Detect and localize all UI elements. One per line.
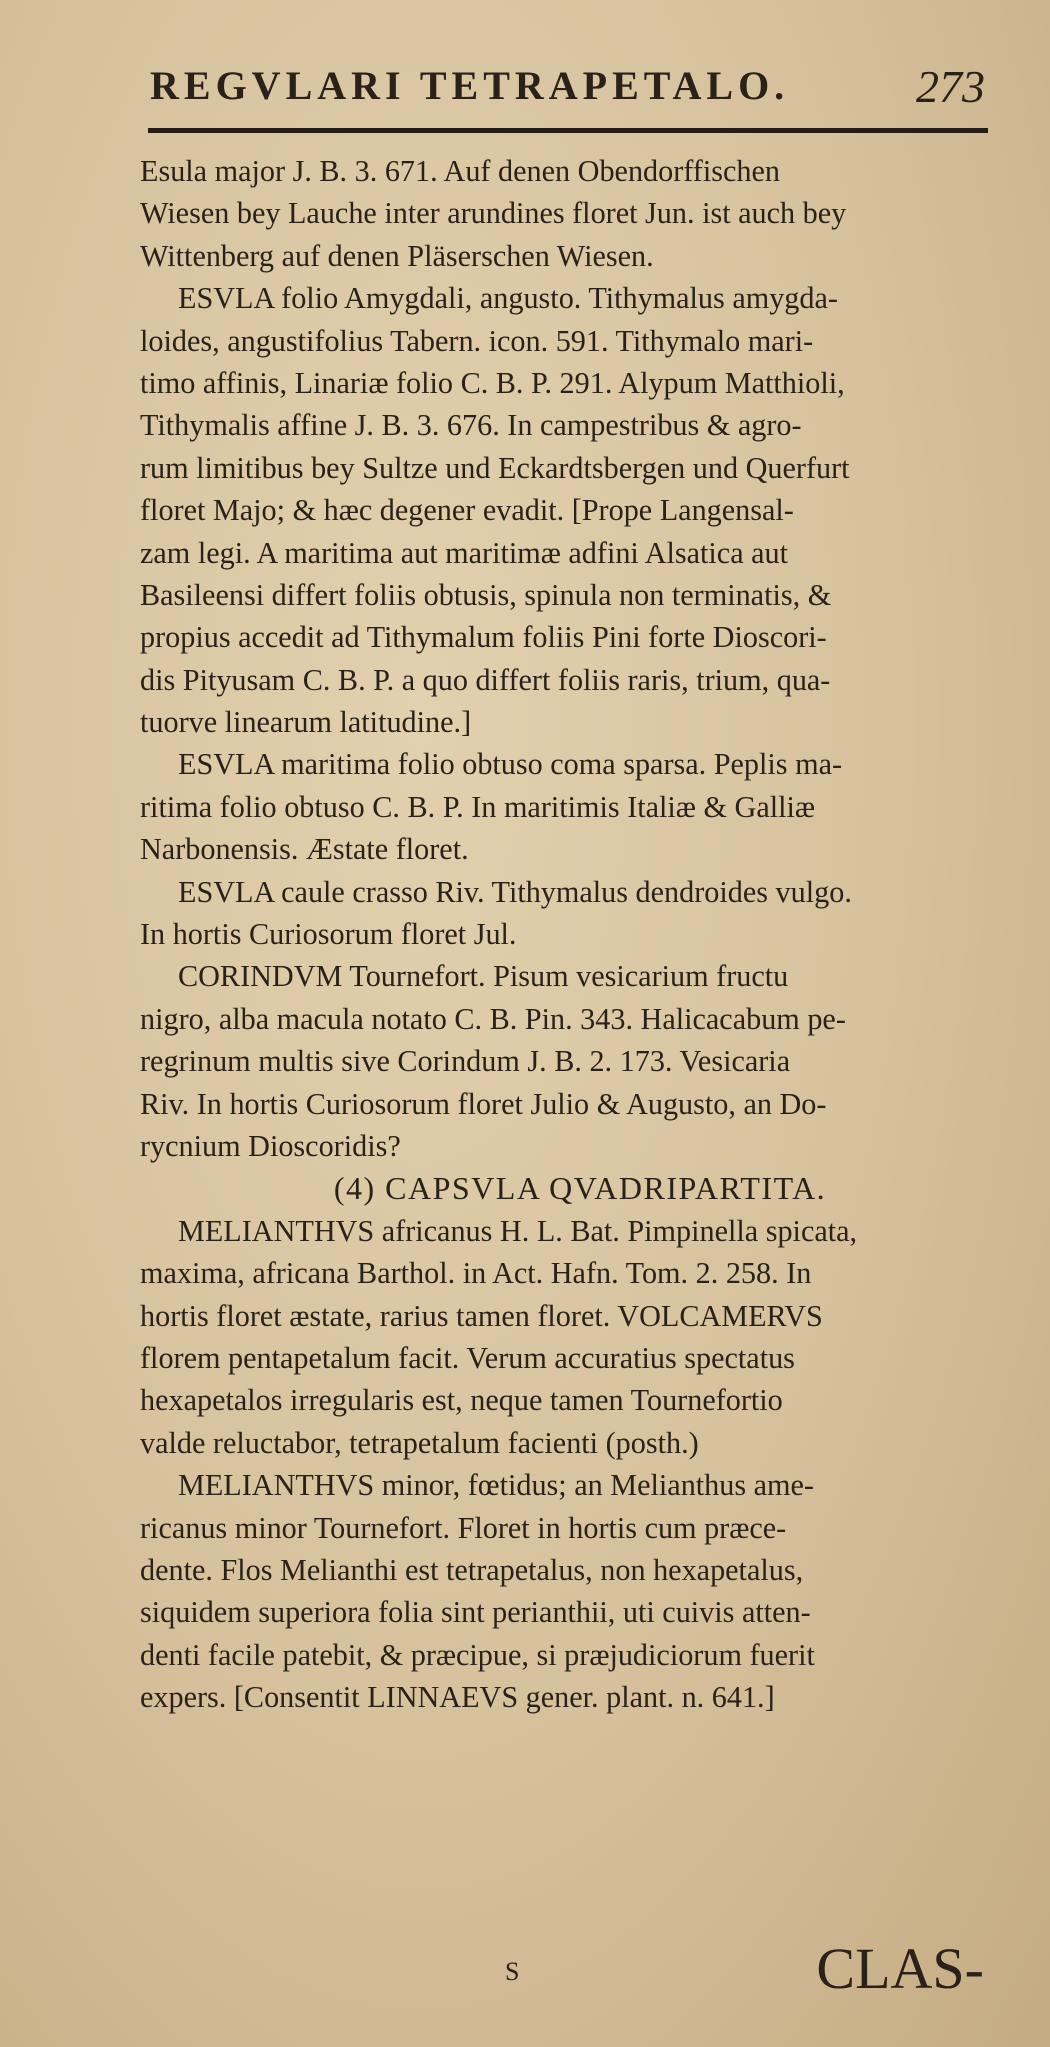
text-line: timo affinis, Linariæ folio C. B. P. 291. Alypum Matthioli, xyxy=(140,365,845,400)
text-line: Narbonensis. Æstate floret. xyxy=(140,832,469,867)
text-line: maxima, africana Barthol. in Act. Hafn. Tom. 2. 258. In xyxy=(140,1256,812,1291)
body-text xyxy=(140,150,1020,1718)
text-line: Tithymalis affine J. B. 3. 676. In campestribus & agro- xyxy=(140,408,802,443)
text-line: Wiesen bey Lauche inter arundines floret Jun. ist auch bey xyxy=(140,196,847,231)
text-line: loides, angustifolius Tabern. icon. 591. Tithymalo mari- xyxy=(140,323,814,358)
text-line: tuorve linearum latitudine.] xyxy=(140,705,472,740)
text-line: propius accedit ad Tithymalum foliis Pini forte Dioscori- xyxy=(140,620,827,655)
text-line: rycnium Dioscoridis? xyxy=(140,1128,401,1163)
text-line: ritima folio obtuso C. B. P. In maritimis Italiæ & Galliæ xyxy=(140,789,816,824)
catchword: CLAS- xyxy=(816,1936,984,2001)
page-header xyxy=(150,58,1000,118)
text-line: CORINDVM Tournefort. Pisum vesicarium fructu xyxy=(178,959,789,994)
text-line: denti facile patebit, & præcipue, si præjudiciorum fuerit xyxy=(140,1637,815,1672)
text-line: expers. [Consentit LINNAEVS gener. plant. n. 641.] xyxy=(140,1680,775,1715)
text-line: floret Majo; & hæc degener evadit. [Prope Langensal- xyxy=(140,493,794,528)
running-title: REGVLARI TETRAPETALO. xyxy=(150,63,790,108)
text-line: rum limitibus bey Sultze und Eckardtsbergen und Querfurt xyxy=(140,450,850,485)
text-line: hexapetalos irregularis est, neque tamen Tournefortio xyxy=(140,1383,783,1418)
text-line: Riv. In hortis Curiosorum floret Julio & Augusto, an Do- xyxy=(140,1086,827,1121)
text-line: hortis floret æstate, rarius tamen floret. VOLCAMERVS xyxy=(140,1298,823,1333)
text-line: nigro, alba macula notato C. B. Pin. 343. Halicacabum pe- xyxy=(140,1001,846,1036)
text-line: Wittenberg auf denen Pläserschen Wiesen. xyxy=(140,238,654,273)
text-line: Esula major J. B. 3. 671. Auf denen Obendorffischen xyxy=(140,154,780,188)
text-line: siquidem superiora folia sint perianthii, uti cuivis atten- xyxy=(140,1595,811,1630)
text-line: Basileensi differt foliis obtusis, spinula non terminatis, & xyxy=(140,577,832,612)
section-heading: (4) CAPSVLA QVADRIPARTITA. xyxy=(333,1170,827,1207)
signature-mark: S xyxy=(505,1957,520,1986)
text-line: ESVLA folio Amygdali, angusto. Tithymalus amygda- xyxy=(178,281,838,316)
text-line: zam legi. A maritima aut maritimæ adfini Alsatica aut xyxy=(140,535,789,570)
text-line: MELIANTHVS minor, fœtidus; an Melianthus ame- xyxy=(178,1468,814,1503)
text-line: MELIANTHVS africanus H. L. Bat. Pimpinella spicata, xyxy=(178,1213,858,1248)
text-line: regrinum multis sive Corindum J. B. 2. 173. Vesicaria xyxy=(140,1044,791,1079)
text-line: dis Pityusam C. B. P. a quo differt foliis raris, trium, qua- xyxy=(140,662,831,697)
text-line: ESVLA caule crasso Riv. Tithymalus dendroides vulgo. xyxy=(178,874,852,909)
text-line: dente. Flos Melianthi est tetrapetalus, non hexapetalus, xyxy=(140,1552,804,1587)
text-line: ESVLA maritima folio obtuso coma sparsa. Peplis ma- xyxy=(178,747,843,782)
text-line: florem pentapetalum facit. Verum accuratius spectatus xyxy=(140,1340,795,1375)
page-footer xyxy=(140,1936,1020,2015)
text-line: In hortis Curiosorum floret Jul. xyxy=(140,917,517,952)
text-line: valde reluctabor, tetrapetalum facienti (posth.) xyxy=(140,1425,699,1460)
text-line: ricanus minor Tournefort. Floret in hortis cum præce- xyxy=(140,1510,787,1545)
header-rule xyxy=(148,128,988,133)
page-number: 273 xyxy=(916,61,985,112)
